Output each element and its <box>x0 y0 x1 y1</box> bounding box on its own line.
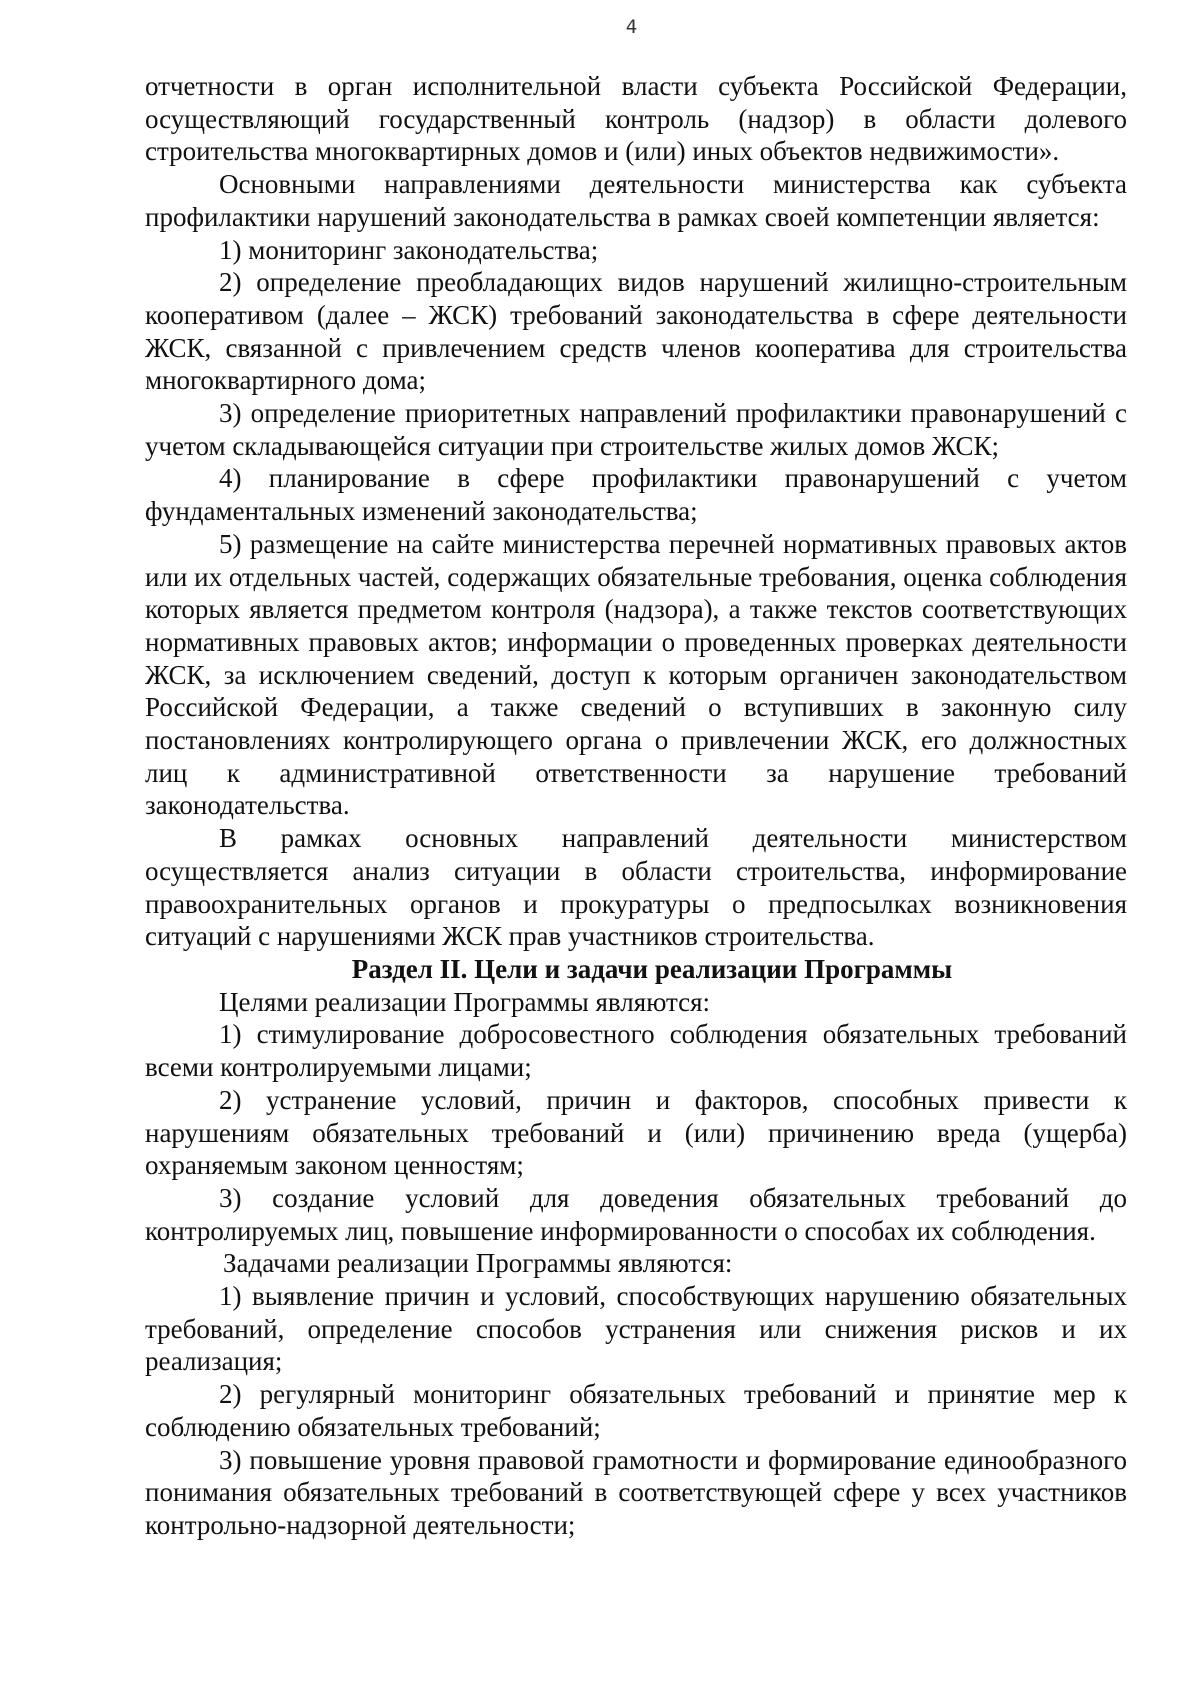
list-item-goal-3: 3) создание условий для доведения обязательных требований до контролируемых лиц, повышение информированности о способах их соблюдения. <box>145 1182 1127 1246</box>
list-item-goal-1: 1) стимулирование добросовестного соблюдения обязательных требований всеми контролируемыми лицами; <box>145 1019 1127 1083</box>
page-number: 4 <box>625 16 638 38</box>
list-item-task-1: 1) выявление причин и условий, способствующих нарушению обязательных требований, определение способов устранения или снижения рисков и их реализация; <box>145 1281 1127 1377</box>
list-item-direction-1: 1) мониторинг законодательства; <box>219 234 599 265</box>
list-item-direction-4: 4) планирование в сфере профилактики правонарушений с учетом фундаментальных изменений законодательства; <box>145 463 1127 527</box>
list-item-goal-2: 2) устранение условий, причин и факторов, способных привести к нарушениям обязательных требований и (или) причинению вреда (ущерба) охраняемым законом ценностям; <box>145 1084 1127 1181</box>
paragraph-continuation: отчетности в орган исполнительной власти субъекта Российской Федерации, осуществляющий государственный контроль (надзор) в области долевого строительства многоквартирных домов и (или) иных объектов недвижимости». <box>145 71 1127 167</box>
list-item-task-2: 2) регулярный мониторинг обязательных требований и принятие мер к соблюдению обязательных требований; <box>145 1379 1127 1442</box>
paragraph-main-directions: Основными направлениями деятельности министерства как субъекта профилактики нарушений законодательства в рамках своей компетенции является: <box>145 169 1127 232</box>
list-item-task-3: 3) повышение уровня правовой грамотности и формирование единообразного понимания обязательных требований в соответствующей сфере у всех участников контрольно-надзорной деятельности; <box>145 1444 1127 1540</box>
goals-intro: Целями реализации Программы являются: <box>219 986 711 1017</box>
list-item-direction-5: 5) размещение на сайте министерства перечней нормативных правовых актов или их отдельных частей, содержащих обязательные требования, оценка соблюдения которых является предметом контроля (надзора), а также текстов соответствующих нормативных правовых актов; информации о проведенных проверках деятельности ЖСК, за исключением сведений, доступ к которым органичен законодательством Российской Федерации, а также сведений о вступивших в законную силу постановлениях контролирующего органа о привлечении ЖСК, его должностных лиц к административной ответственности за нарушение требований законодательства. <box>145 528 1127 821</box>
tasks-intro: Задачами реализации Программы являются: <box>223 1248 733 1279</box>
list-item-direction-2: 2) определение преобладающих видов нарушений жилищно-строительным кооперативом (далее – ЖСК) требований законодательства в сфере деятельности ЖСК, связанной с привлечением средств членов кооператива для строительства многоквартирного дома; <box>145 267 1127 396</box>
paragraph-analysis: В рамках основных направлений деятельности министерством осуществляется анализ ситуации в области строительства, информирование правоохранительных органов и прокуратуры о предпосылках возникновения ситуаций с нарушениями ЖСК прав участников строительства. <box>145 823 1127 952</box>
list-item-direction-3: 3) определение приоритетных направлений профилактики правонарушений с учетом складывающейся ситуации при строительстве жилых домов ЖСК; <box>145 398 1127 461</box>
section-heading: Раздел II. Цели и задачи реализации Программы <box>351 953 953 984</box>
document-body <box>145 70 1127 1542</box>
